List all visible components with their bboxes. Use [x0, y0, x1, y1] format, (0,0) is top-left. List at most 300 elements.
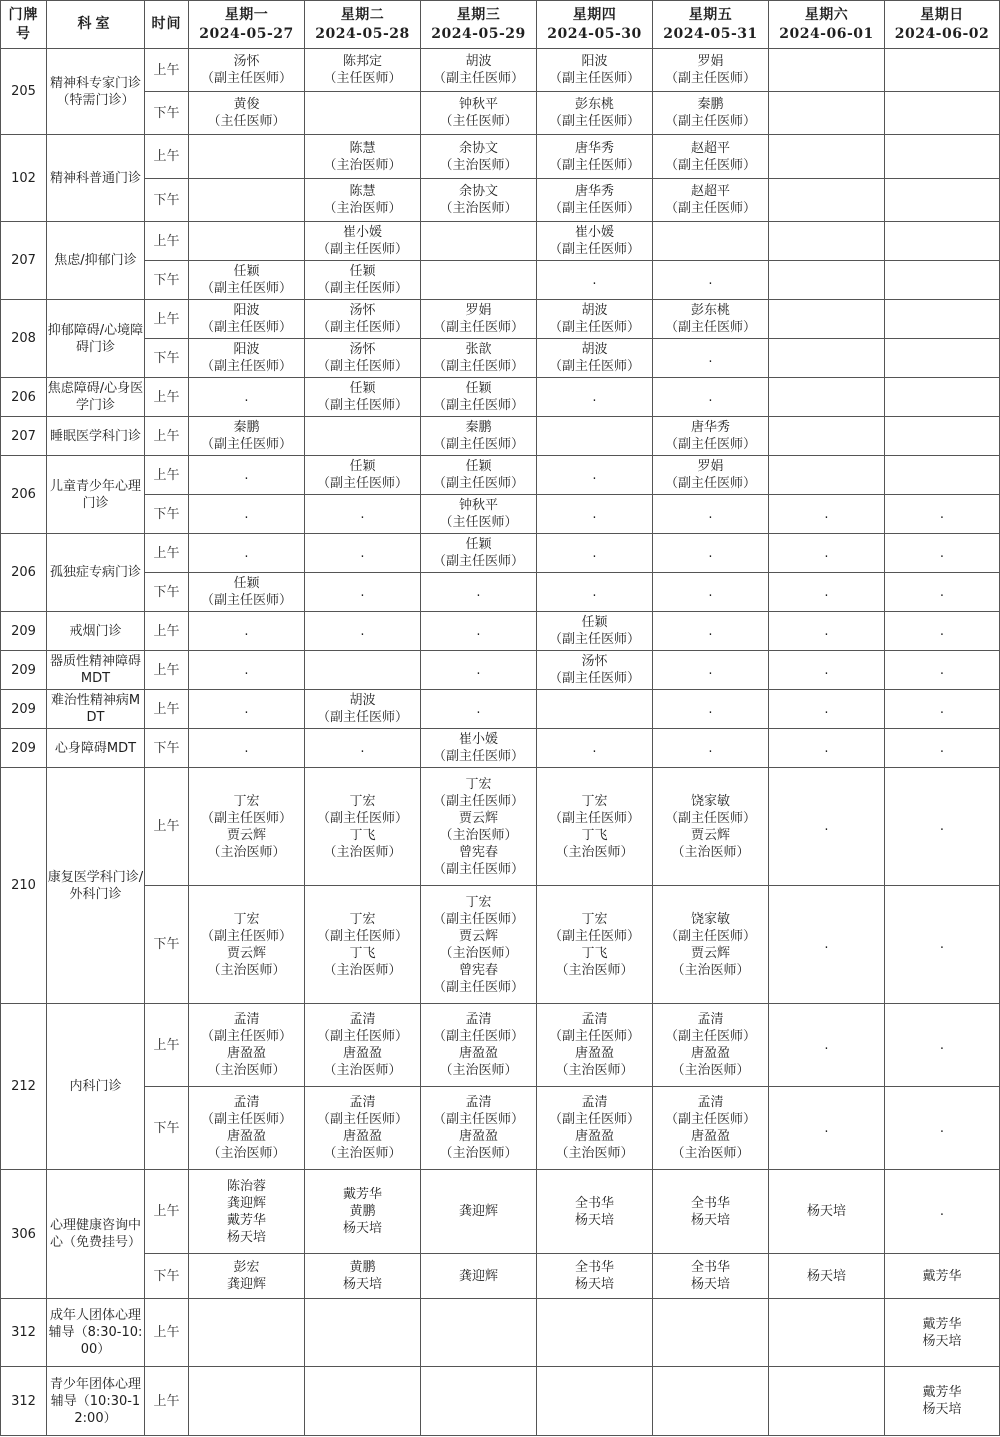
doctor-title: （主治医师） [439, 1063, 518, 1078]
doctor-title: （副主任医师） [548, 71, 640, 86]
doctor-cell [653, 49, 769, 92]
doctor-cell [421, 573, 537, 612]
doctor-cell [421, 651, 537, 690]
doctor-title: （副主任医师） [200, 810, 292, 826]
doctor-cell [537, 768, 653, 886]
time-period: 上午 [145, 1299, 189, 1367]
empty-mark: . [592, 467, 597, 483]
doctor-cell [769, 573, 885, 612]
doctor-name: 丁宏 [349, 911, 376, 927]
time-header: 时间 [145, 1, 189, 49]
day-date: 2024-05-28 [315, 25, 410, 42]
doctor-name: 任颖 [233, 264, 260, 279]
doctor-cell [537, 1367, 653, 1436]
doctor-name: 唐盈盈 [226, 1129, 266, 1144]
doctor-cell [885, 92, 1000, 135]
doctor-cell [189, 378, 305, 417]
doctor-title: （副主任医师） [432, 71, 524, 86]
doctor-cell [305, 1087, 421, 1170]
day-name: 星期一 [224, 6, 269, 23]
doctor-cell [769, 651, 885, 690]
doctor-cell [189, 1254, 305, 1299]
doctor-name: 杨天培 [922, 1333, 962, 1349]
doctor-cell [189, 1170, 305, 1254]
day-header [421, 1, 537, 49]
doctor-cell [421, 179, 537, 222]
doctor-name: 杨天培 [922, 1402, 962, 1417]
doctor-cell [653, 378, 769, 417]
doctor-name: 曾宪春 [458, 962, 498, 978]
doctor-cell [885, 339, 1000, 378]
doctor-cell [305, 1299, 421, 1367]
doctor-title: （副主任医师） [432, 320, 524, 335]
doctor-cell [189, 222, 305, 261]
day-header [653, 1, 769, 49]
doctor-title: （副主任医师） [548, 320, 640, 335]
doctor-cell [885, 1087, 1000, 1170]
time-period: 上午 [145, 534, 189, 573]
doctor-cell [537, 179, 653, 222]
day-name: 星期五 [688, 6, 733, 23]
day-date: 2024-06-02 [894, 25, 990, 42]
doctor-name: 黄鹏 [349, 1204, 376, 1219]
doctor-title: （副主任医师） [316, 1029, 408, 1044]
doctor-cell [653, 729, 769, 768]
doctor-cell [653, 456, 769, 495]
doctor-cell [653, 612, 769, 651]
doctor-title: （主治医师） [323, 962, 402, 978]
doctor-cell [305, 729, 421, 768]
department-name: 孤独症专病门诊 [47, 534, 145, 612]
doctor-cell [885, 49, 1000, 92]
doctor-cell [305, 49, 421, 92]
doctor-title: （主治医师） [671, 962, 750, 978]
doctor-name: 贾云辉 [690, 827, 730, 843]
doctor-name: 余协文 [458, 140, 498, 156]
empty-mark: . [592, 506, 597, 522]
doctor-cell [189, 534, 305, 573]
doctor-name: 孟清 [581, 1012, 608, 1027]
doctor-name: 杨天培 [342, 1221, 382, 1236]
doctor-title: （副主任医师） [316, 476, 408, 491]
doctor-cell [769, 261, 885, 300]
department-name: 焦虑障碍/心身医学门诊 [47, 378, 145, 417]
doctor-title: （副主任医师） [316, 398, 408, 413]
department-name: 成年人团体心理辅导（8:30-10:00） [47, 1299, 145, 1367]
empty-mark: . [708, 701, 713, 717]
doctor-title: （主治医师） [555, 844, 634, 860]
doctor-cell [421, 1087, 537, 1170]
doctor-name: 唐盈盈 [574, 1046, 614, 1061]
empty-mark: . [939, 740, 945, 756]
doctor-name: 孟清 [233, 1012, 260, 1027]
doctor-title: （副主任医师） [316, 928, 408, 944]
day-name: 星期六 [804, 6, 849, 23]
doctor-name: 黄俊 [233, 97, 260, 112]
doctor-cell [305, 651, 421, 690]
doctor-cell [653, 1254, 769, 1299]
empty-mark: . [244, 701, 249, 717]
doctor-cell [653, 495, 769, 534]
doctor-cell [653, 92, 769, 135]
doctor-cell [769, 1299, 885, 1367]
doctor-title: （副主任医师） [200, 928, 292, 944]
doctor-cell [189, 768, 305, 886]
doctor-name: 杨天培 [806, 1204, 846, 1219]
doctor-cell [305, 690, 421, 729]
doctor-title: （副主任医师） [548, 1029, 640, 1044]
department-name: 内科门诊 [47, 1004, 145, 1170]
doctor-name: 杨天培 [342, 1277, 382, 1292]
doctor-cell [421, 886, 537, 1004]
schedule-row [1, 1367, 1000, 1436]
doctor-cell [189, 651, 305, 690]
doctor-title: （副主任医师） [664, 476, 756, 491]
doctor-cell [885, 261, 1000, 300]
doctor-name: 张歆 [465, 342, 492, 357]
doctor-cell [537, 222, 653, 261]
doctor-cell [189, 495, 305, 534]
doctor-cell [305, 1004, 421, 1087]
doctor-name: 唐盈盈 [690, 1046, 730, 1061]
doctor-title: （副主任医师） [316, 1112, 408, 1127]
schedule-row [1, 651, 1000, 690]
doctor-cell [653, 768, 769, 886]
time-period: 下午 [145, 261, 189, 300]
schedule-body [1, 49, 1000, 1436]
empty-mark: . [592, 389, 597, 405]
doctor-cell [421, 729, 537, 768]
doctor-title: （副主任医师） [200, 1029, 292, 1044]
doctor-cell [537, 495, 653, 534]
doctor-name: 杨天培 [574, 1277, 614, 1292]
doctor-title: （主治医师） [207, 1146, 286, 1161]
department-name: 青少年团体心理辅导（10:30-12:00） [47, 1367, 145, 1436]
doctor-cell [769, 886, 885, 1004]
room-number: 206 [1, 456, 47, 534]
doctor-title: （副主任医师） [316, 281, 408, 296]
doctor-title: （副主任医师） [432, 793, 524, 809]
doctor-title: （主治医师） [323, 844, 402, 860]
empty-mark: . [244, 740, 249, 756]
doctor-cell [421, 690, 537, 729]
time-period: 上午 [145, 1367, 189, 1436]
schedule-row [1, 534, 1000, 573]
empty-mark: . [360, 584, 365, 600]
doctor-title: （主任医师） [323, 71, 402, 86]
doctor-title: （副主任医师） [432, 749, 524, 764]
doctor-title: （主治医师） [323, 157, 402, 173]
doctor-cell [189, 92, 305, 135]
room-number: 306 [1, 1170, 47, 1299]
doctor-cell [653, 261, 769, 300]
doctor-name: 唐盈盈 [342, 1129, 382, 1144]
time-period: 下午 [145, 339, 189, 378]
doctor-cell [189, 179, 305, 222]
doctor-title: （副主任医师） [548, 810, 640, 826]
doctor-cell [537, 339, 653, 378]
room-header-label: 门牌号 [8, 6, 39, 42]
doctor-cell [537, 456, 653, 495]
doctor-cell [885, 300, 1000, 339]
department-name: 精神科普通门诊 [47, 135, 145, 222]
doctor-cell [305, 378, 421, 417]
doctor-name: 胡波 [581, 303, 608, 318]
doctor-name: 龚迎辉 [458, 1268, 498, 1284]
schedule-row [1, 495, 1000, 534]
doctor-cell [305, 339, 421, 378]
empty-mark: . [939, 545, 945, 561]
doctor-cell [421, 612, 537, 651]
doctor-name: 任颖 [465, 537, 492, 552]
room-number: 206 [1, 378, 47, 417]
doctor-cell [653, 300, 769, 339]
doctor-name: 唐华秀 [574, 140, 614, 156]
day-name: 星期二 [340, 6, 385, 23]
department-name: 睡眠医学科门诊 [47, 417, 145, 456]
room-header [1, 1, 47, 49]
doctor-title: （副主任医师） [432, 437, 524, 452]
doctor-name: 丁飞 [581, 827, 608, 843]
doctor-name: 孟清 [465, 1095, 492, 1110]
doctor-title: （主治医师） [555, 962, 634, 978]
empty-mark: . [476, 701, 481, 717]
doctor-cell [653, 1299, 769, 1367]
doctor-cell [189, 1299, 305, 1367]
doctor-cell [305, 1170, 421, 1254]
empty-mark: . [939, 819, 945, 834]
time-period: 下午 [145, 92, 189, 135]
dept-header: 科室 [47, 1, 145, 49]
doctor-name: 彭东桃 [690, 303, 730, 318]
empty-mark: . [939, 584, 945, 600]
doctor-cell [769, 222, 885, 261]
doctor-title: （副主任医师） [548, 242, 640, 257]
time-period: 上午 [145, 378, 189, 417]
department-name: 焦虑/抑郁门诊 [47, 222, 145, 300]
doctor-name: 陈慧 [349, 140, 376, 156]
doctor-title: （主治医师） [207, 962, 286, 978]
doctor-cell [653, 1170, 769, 1254]
doctor-name: 孟清 [349, 1012, 376, 1027]
doctor-cell [769, 339, 885, 378]
empty-mark: . [360, 740, 365, 756]
doctor-cell [189, 135, 305, 179]
header-row [1, 1, 1000, 49]
doctor-cell [769, 1367, 885, 1436]
doctor-name: 胡波 [465, 54, 492, 69]
doctor-name: 罗娟 [697, 459, 724, 474]
empty-mark: . [592, 584, 597, 600]
time-period: 下午 [145, 179, 189, 222]
doctor-cell [189, 456, 305, 495]
doctor-cell [537, 1170, 653, 1254]
empty-mark: . [708, 350, 713, 366]
empty-mark: . [244, 623, 249, 639]
doctor-name: 贾云辉 [226, 945, 266, 961]
doctor-cell [769, 1004, 885, 1087]
doctor-cell [653, 222, 769, 261]
empty-mark: . [939, 1120, 945, 1136]
doctor-cell [421, 49, 537, 92]
doctor-name: 汤怀 [581, 654, 608, 669]
doctor-cell [885, 651, 1000, 690]
schedule-row [1, 1004, 1000, 1087]
doctor-name: 任颖 [349, 264, 376, 279]
day-date: 2024-05-29 [431, 25, 526, 42]
schedule-row [1, 573, 1000, 612]
doctor-cell [537, 1254, 653, 1299]
doctor-title: （副主任医师） [664, 114, 756, 129]
doctor-cell [885, 534, 1000, 573]
day-date: 2024-06-01 [779, 25, 874, 42]
doctor-cell [305, 886, 421, 1004]
doctor-title: （主治医师） [439, 1146, 518, 1161]
doctor-title: （主治医师） [207, 1063, 286, 1078]
doctor-cell [537, 651, 653, 690]
doctor-name: 任颖 [349, 381, 376, 396]
doctor-name: 任颖 [581, 615, 608, 630]
room-number: 208 [1, 300, 47, 378]
empty-mark: . [244, 467, 249, 483]
doctor-name: 阳波 [581, 54, 608, 69]
doctor-cell [885, 378, 1000, 417]
empty-mark: . [939, 506, 945, 522]
schedule-row [1, 179, 1000, 222]
schedule-row [1, 612, 1000, 651]
doctor-name: 陈慧 [349, 184, 376, 199]
doctor-name: 罗娟 [465, 303, 492, 318]
department-name: 器质性精神障碍MDT [47, 651, 145, 690]
doctor-cell [653, 651, 769, 690]
doctor-name: 唐盈盈 [458, 1046, 498, 1061]
doctor-cell [653, 339, 769, 378]
doctor-name: 阳波 [233, 342, 260, 357]
schedule-row [1, 768, 1000, 886]
doctor-cell [769, 49, 885, 92]
doctor-cell [769, 534, 885, 573]
doctor-cell [769, 612, 885, 651]
doctor-cell [421, 417, 537, 456]
doctor-title: （副主任医师） [664, 71, 756, 86]
empty-mark: . [939, 662, 945, 678]
doctor-title: （副主任医师） [316, 359, 408, 374]
doctor-title: （副主任医师） [200, 437, 292, 452]
doctor-name: 杨天培 [806, 1268, 846, 1284]
doctor-cell [885, 886, 1000, 1004]
time-period: 上午 [145, 1004, 189, 1087]
empty-mark: . [592, 272, 597, 288]
time-period: 上午 [145, 222, 189, 261]
doctor-title: （副主任医师） [548, 114, 640, 129]
doctor-cell [189, 886, 305, 1004]
time-period: 下午 [145, 886, 189, 1004]
doctor-cell [769, 1170, 885, 1254]
doctor-title: （副主任医师） [200, 593, 292, 608]
doctor-name: 丁飞 [581, 945, 608, 961]
doctor-cell [305, 179, 421, 222]
doctor-name: 丁宏 [465, 776, 492, 792]
doctor-name: 杨天培 [690, 1277, 730, 1292]
doctor-name: 唐华秀 [690, 420, 730, 435]
doctor-name: 孟清 [697, 1012, 724, 1027]
time-period: 上午 [145, 768, 189, 886]
department-name: 心理健康咨询中心（免费挂号） [47, 1170, 145, 1299]
department-name: 戒烟门诊 [47, 612, 145, 651]
doctor-name: 贾云辉 [690, 945, 730, 961]
doctor-name: 孟清 [465, 1012, 492, 1027]
doctor-name: 汤怀 [349, 342, 376, 357]
schedule-row [1, 729, 1000, 768]
doctor-cell [305, 222, 421, 261]
doctor-cell [769, 92, 885, 135]
doctor-title: （主治医师） [671, 1146, 750, 1161]
doctor-cell [885, 768, 1000, 886]
doctor-cell [885, 417, 1000, 456]
doctor-cell [885, 1367, 1000, 1436]
doctor-name: 戴芳华 [922, 1316, 962, 1332]
doctor-cell [305, 135, 421, 179]
doctor-name: 饶家敏 [690, 793, 730, 809]
doctor-cell [537, 729, 653, 768]
empty-mark: . [939, 701, 945, 717]
doctor-cell [769, 1087, 885, 1170]
day-name: 星期四 [572, 6, 617, 23]
doctor-name: 贾云辉 [458, 810, 498, 826]
doctor-cell [653, 417, 769, 456]
doctor-cell [305, 768, 421, 886]
doctor-cell [769, 690, 885, 729]
empty-mark: . [824, 584, 829, 600]
schedule-row [1, 1087, 1000, 1170]
doctor-title: （副主任医师） [200, 71, 292, 86]
doctor-title: （副主任医师） [548, 928, 640, 944]
schedule-row [1, 222, 1000, 261]
doctor-cell [305, 1367, 421, 1436]
doctor-name: 戴芳华 [922, 1385, 962, 1400]
doctor-cell [769, 179, 885, 222]
empty-mark: . [708, 584, 713, 600]
doctor-cell [421, 456, 537, 495]
doctor-cell [885, 729, 1000, 768]
doctor-name: 赵超平 [690, 184, 730, 199]
department-name: 康复医学科门诊/外科门诊 [47, 768, 145, 1004]
doctor-cell [769, 135, 885, 179]
doctor-name: 任颖 [465, 381, 492, 396]
doctor-cell [189, 612, 305, 651]
day-header [305, 1, 421, 49]
doctor-title: （副主任医师） [432, 861, 524, 877]
day-date: 2024-05-31 [663, 25, 758, 42]
room-number: 212 [1, 1004, 47, 1170]
room-number: 205 [1, 49, 47, 135]
doctor-name: 戴芳华 [226, 1212, 266, 1228]
doctor-name: 杨天培 [226, 1229, 266, 1245]
doctor-name: 丁宏 [233, 911, 260, 927]
empty-mark: . [244, 506, 249, 522]
empty-mark: . [939, 623, 945, 639]
doctor-cell [537, 612, 653, 651]
room-number: 207 [1, 417, 47, 456]
doctor-cell [421, 495, 537, 534]
doctor-cell [305, 495, 421, 534]
doctor-name: 任颖 [349, 459, 376, 474]
doctor-name: 任颖 [465, 459, 492, 474]
room-number: 209 [1, 651, 47, 690]
time-period: 上午 [145, 135, 189, 179]
doctor-cell [885, 1004, 1000, 1087]
schedule-row [1, 300, 1000, 339]
